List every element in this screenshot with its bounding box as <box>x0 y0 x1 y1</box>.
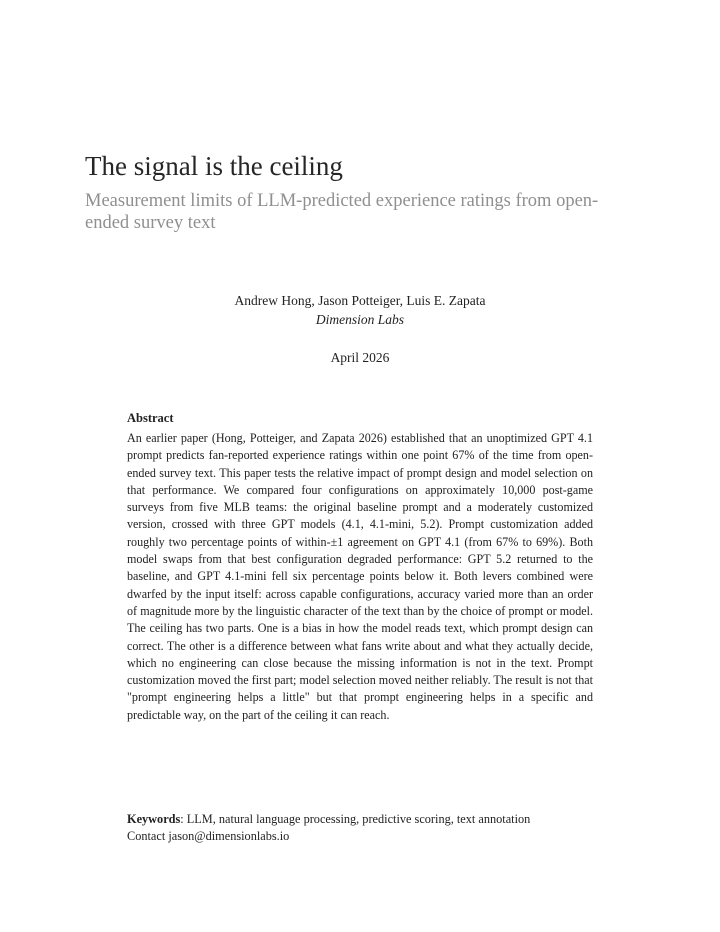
keywords-label: Keywords <box>127 812 181 826</box>
contact-line: Contact jason@dimensionlabs.io <box>127 829 290 843</box>
publication-date: April 2026 <box>330 350 390 365</box>
paper-subtitle: Measurement limits of LLM-predicted experience ratings from open-ended survey text <box>85 191 599 233</box>
abstract-body: An earlier paper (Hong, Potteiger, and Zapata 2026) established that an unoptimized GPT 4.1 prompt predicts fan-reported experience ratings within one point 67% of the time from open-ended survey text. This paper tests the relative impact of prompt design and model selection on that performance. We compared four configurations on approximately 10,000 post-game surveys from five MLB teams: the original baseline prompt and a moderately customized version, crossed with three GPT models (4.1, 4.1-mini, 5.2). Prompt customization added roughly two percentage points of within-±1 agreement on GPT 4.1 (from 67% to 69%). Both model swaps from that best configuration degraded performance: GPT 5.2 returned to the baseline, and GPT 4.1-mini fell six percentage points below it. Both levers combined were dwarfed by the input itself: across capable configurations, accuracy varied more than an order of magnitude more by the linguistic character of the text than by the choice of prompt or model. The ceiling has two parts. One is a bias in how the model reads text, which prompt design can correct. The other is a difference between what fans write about and what they actually decide, which no engineering can close because the missing information is not in the text. Prompt customization moved the first part; model selection moved neither reliably. The result is not that "prompt engineering helps a little" but that prompt engineering helps in a specific and predictable way, on the part of the ceiling it can reach. <box>127 431 593 722</box>
paper-title: The signal is the ceiling <box>85 151 343 181</box>
abstract-heading: Abstract <box>127 411 174 425</box>
author-affiliation: Dimension Labs <box>315 312 405 327</box>
keywords-values: : LLM, natural language processing, predictive scoring, text annotation <box>180 812 531 826</box>
author-list: Andrew Hong, Jason Potteiger, Luis E. Zapata <box>234 293 486 308</box>
keywords-line <box>127 811 647 828</box>
